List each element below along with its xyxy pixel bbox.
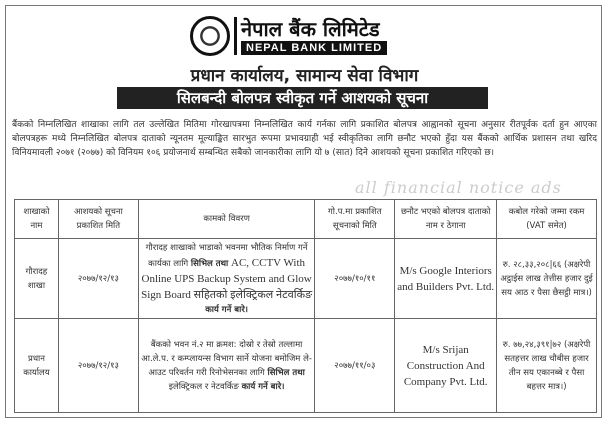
header-bidder: छनौट भएको बोलपत्र दाताको नाम र ठेगाना	[395, 200, 497, 239]
desc-text: बैंकको भवन नं.२ मा क्रमश: दोस्रो र तेस्रो तल्लामा आ.ले.प. र कम्प्लायन्स विभाग सार्ने योजना बमोजिम ले-आउट परिवर्तन गरी रिनोभेसनका लागि	[141, 339, 312, 378]
branch-cell: गौरादह शाखा	[15, 239, 59, 319]
branch-cell: प्रधान कार्यालय	[15, 319, 59, 413]
desc-bold: सिभिल तथा	[190, 258, 229, 269]
intent-date-cell: २०७७/१२/१३	[58, 239, 138, 319]
bidder-cell: M/s Srijan Construction And Company Pvt. Ltd.	[395, 319, 497, 413]
description-cell	[138, 239, 315, 319]
intro-paragraph: बैंकको निम्नलिखित शाखाका लागि तल उल्लेखित मितिमा गोरखापत्रमा निम्नलिखित कार्य गर्नका लागि प्रकाशित बोलपत्र आह्वानको सूचना अनुसार रीतपूर्वक दर्ता हुन आएका बोलपत्रहरू मध्ये निम्नलिखित बोलपत्र दाताको न्यूनतम मूल्याङ्कित सारभुत रूपमा प्रभावग्राही भई स्वीकृतिका लागि छनौट भएको हुँदा यस बैंकको आर्थिक प्रशासन तथा खरिद विनियमावली २०७१ (२०७७) को विनियम १०६ प्रयोजनार्थ सम्बन्धित सबैको जानकारीका लागि यो ७ (सात) दिने आशयको सूचना प्रकाशित गरिएको छ।	[12, 120, 597, 158]
award-table	[14, 199, 597, 413]
desc-bold: कार्य गर्ने बारे।	[241, 381, 285, 392]
table-row	[15, 319, 597, 413]
bidder-cell: M/s Google Interiors and Builders Pvt. Ltd.	[395, 239, 497, 319]
description-cell	[138, 319, 315, 413]
notice-title: सिलबन्दी बोलपत्र स्वीकृत गर्ने आशयको सूचना	[117, 87, 488, 109]
watermark: all financial notice ads	[355, 178, 562, 197]
amount-cell: रु. ७७,२४,३९१|७२ (अक्षरेपी सतहत्तर लाख चौबीस हजार तीन सय एकानब्बे र पैसा बहत्तर मात्र।)	[497, 319, 597, 413]
header-intent-date: आशयको सूचना प्रकाशित मिति	[58, 200, 138, 239]
desc-bold: सिभिल तथा	[267, 367, 305, 378]
gp-date-cell: २०७७/११/०३	[315, 319, 395, 413]
nepal-bank-logo	[190, 10, 415, 62]
amount-cell: रु. २८,३३,२०८|६६ (अक्षरेपी अट्ठाईस लाख तेत्तीस हजार दुई सय आठ र पैसा छैसट्ठी मात्र।)	[497, 239, 597, 319]
header-branch: शाखाको नाम	[15, 200, 59, 239]
logo-nepali-name: नेपाल बैंक लिमिटेड	[241, 17, 380, 41]
logo-english-name: NEPAL BANK LIMITED	[241, 41, 387, 55]
header-gp-date: गो.प.मा प्रकाशित सूचनाको मिति	[315, 200, 395, 239]
header-description: कामको विवरण	[138, 200, 315, 239]
desc-text: गौरादह शाखाको भाडाको भवनमा भौतिक निर्माण गर्ने कार्यका लागि	[145, 242, 308, 269]
bank-seal-icon	[190, 16, 230, 56]
intent-date-cell: २०७७/१२/१३	[58, 319, 138, 413]
table-row	[15, 239, 597, 319]
desc-bold: कार्य गर्ने बारे।	[205, 304, 249, 315]
desc-text: AC, CCTV With Online UPS Backup System and Glow Sign Board सहितको इलेक्ट्रिकल नेटवर्किङ	[141, 256, 313, 301]
desc-text: इलेक्ट्रिकल र नेटवर्किङ	[168, 381, 242, 392]
department-heading: प्रधान कार्यालय, सामान्य सेवा विभाग	[190, 66, 419, 86]
header-amount: कबोल गरेको जम्मा रकम (VAT समेत)	[497, 200, 597, 239]
gp-date-cell: २०७७/१०/११	[315, 239, 395, 319]
table-header-row	[15, 200, 597, 239]
